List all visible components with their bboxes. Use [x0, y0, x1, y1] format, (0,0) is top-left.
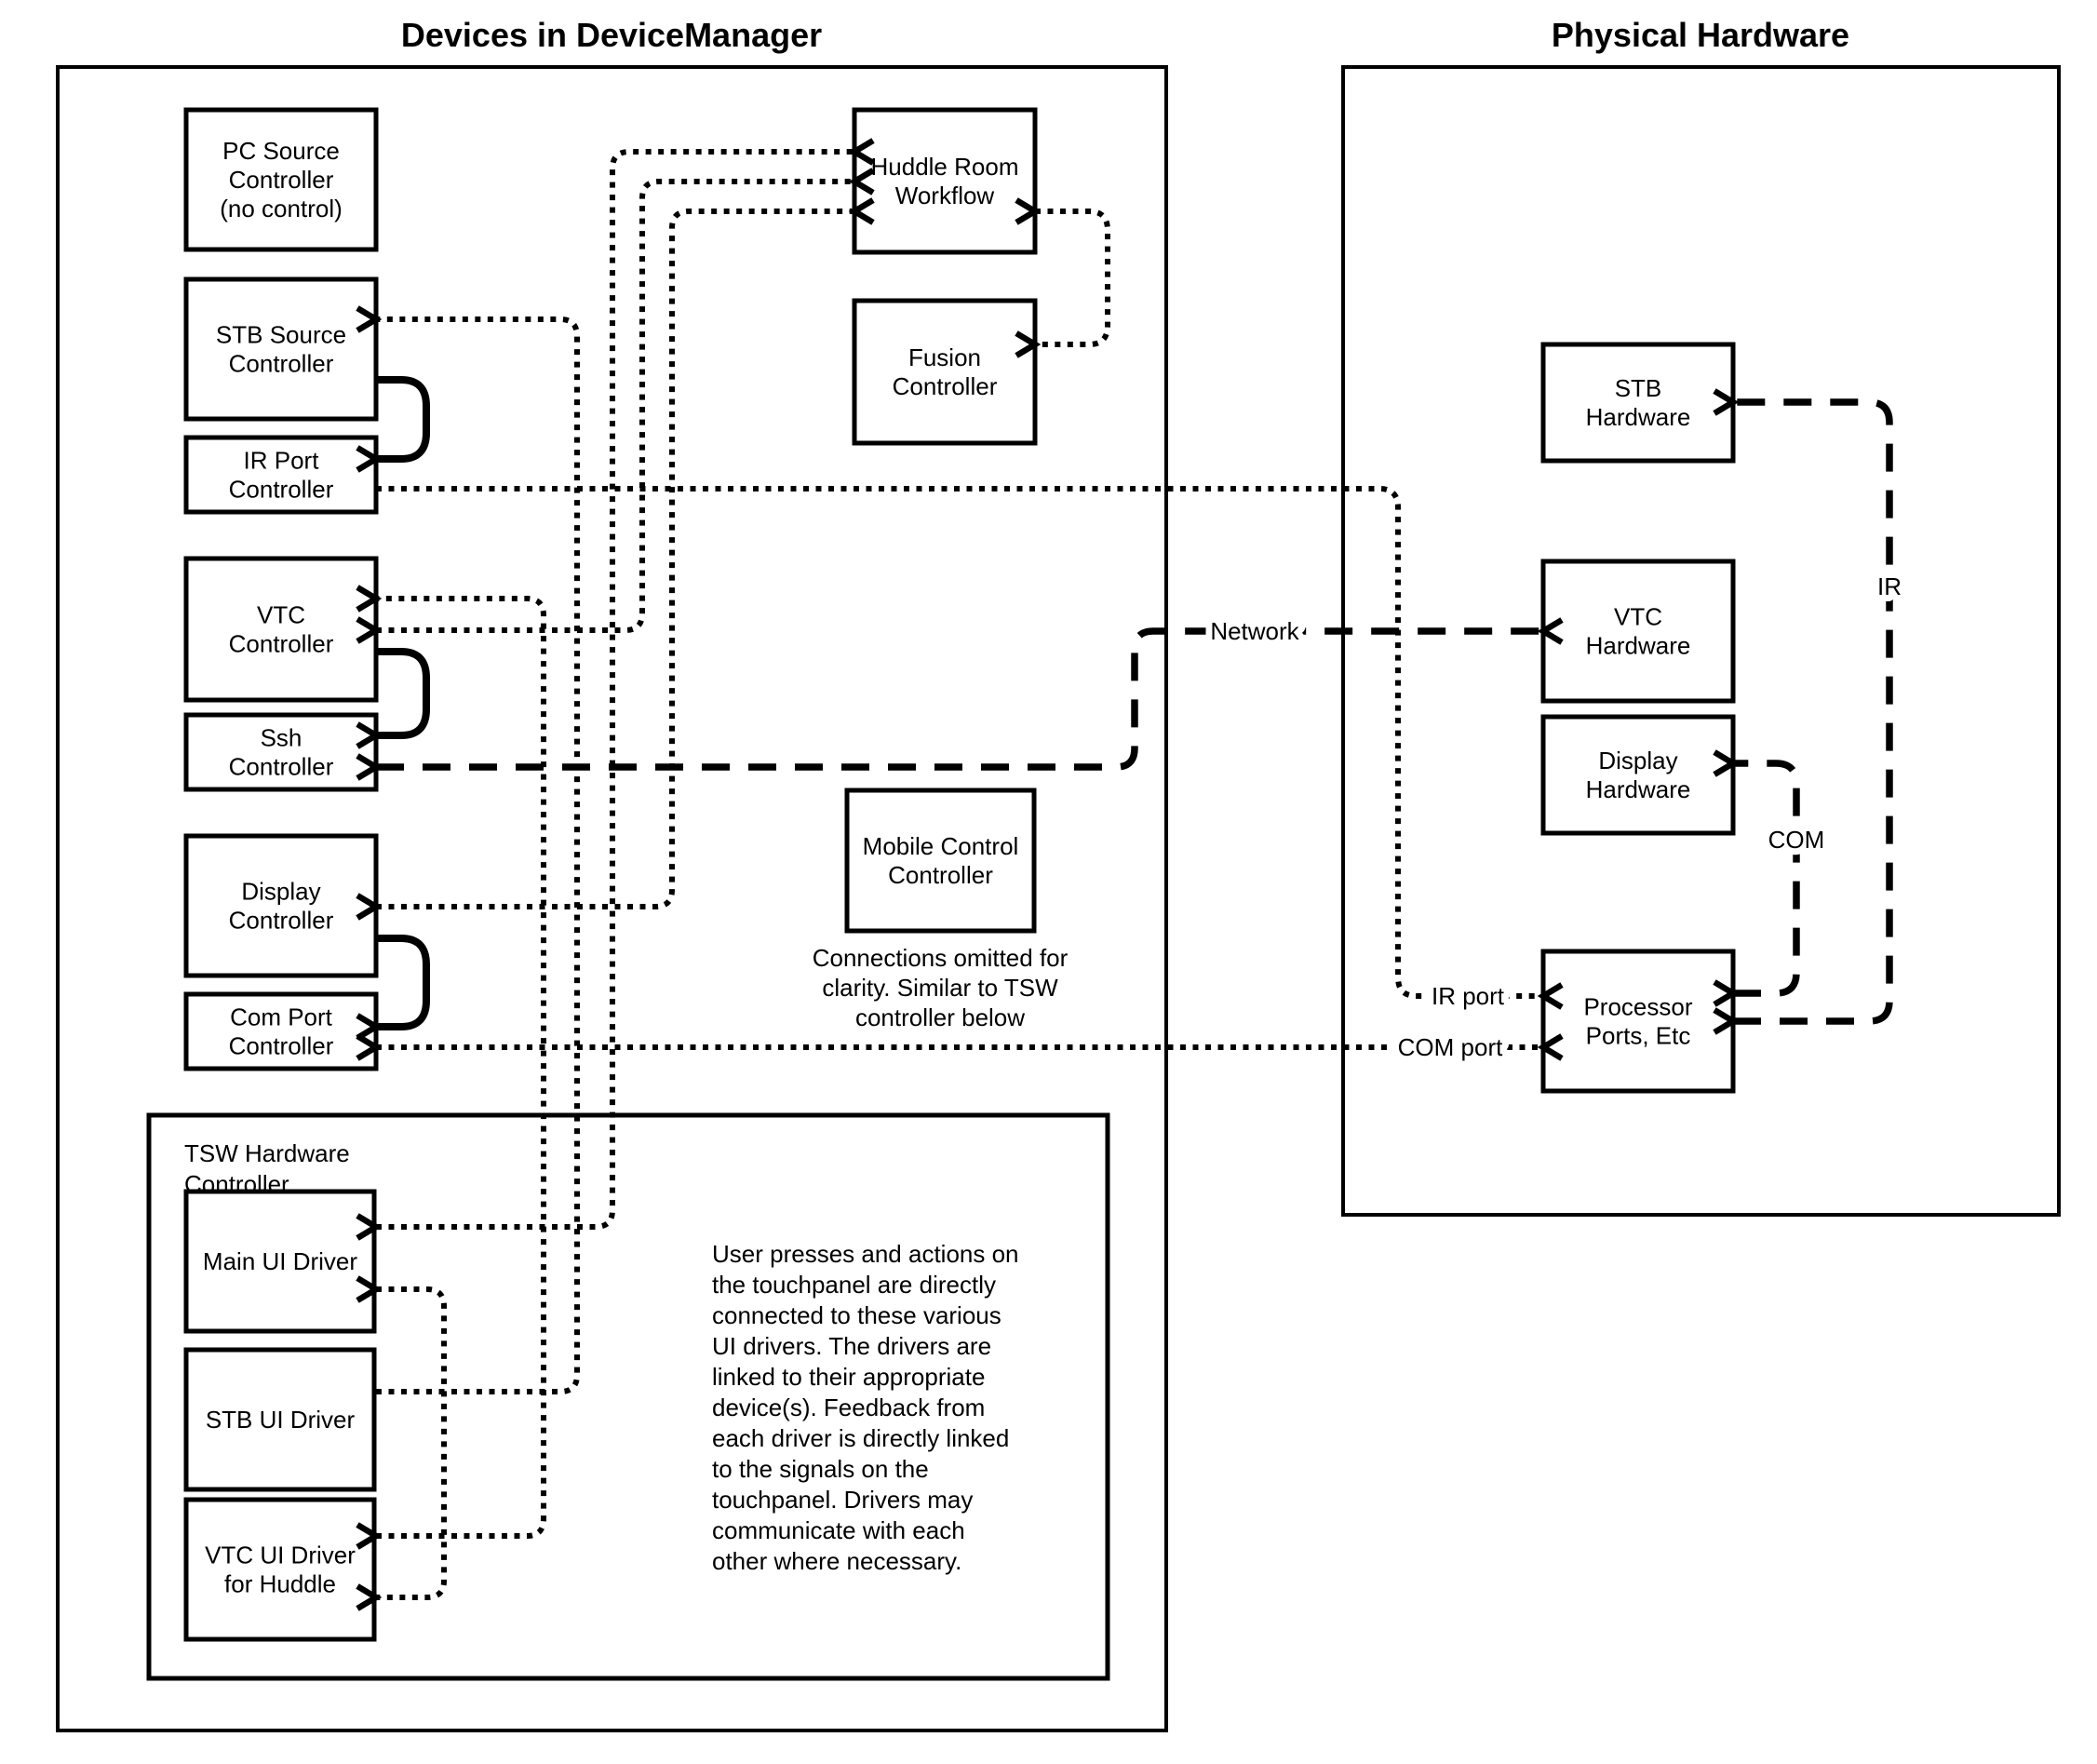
box-label-processor-ports-etc: Processor Ports, Etc [1583, 992, 1693, 1050]
box-label-fusion-controller: Fusion Controller [892, 343, 998, 400]
box-label-display-controller: Display Controller [228, 877, 334, 935]
box-label-ssh-controller: Ssh Controller [228, 723, 334, 781]
title-physical-hardware: Physical Hardware [1551, 16, 1850, 54]
box-label-vtc-ui-driver-for-huddle: VTC UI Driver for Huddle [205, 1541, 356, 1598]
box-label-vtc-hardware: VTC Hardware [1585, 602, 1691, 660]
label-com: COM [1768, 826, 1825, 854]
container-label-tsw-hardware-controller: TSW Hardware Controller [184, 1139, 350, 1198]
box-label-ir-port-controller: IR Port Controller [228, 446, 334, 504]
label-network: Network [1210, 617, 1299, 645]
label-ir: IR [1877, 572, 1902, 600]
box-label-display-hardware: Display Hardware [1585, 747, 1691, 803]
caption-mobile-note: Connections omitted for clarity. Similar to TSW controller below [812, 944, 1069, 1031]
label-ir-port: IR port [1431, 982, 1505, 1010]
label-com-port: COM port [1397, 1033, 1503, 1061]
box-label-stb-ui-driver: STB UI Driver [205, 1406, 356, 1434]
box-label-com-port-controller: Com Port Controller [228, 1003, 334, 1060]
box-label-pc-source-controller: PC Source Controller (no control) [220, 137, 343, 222]
box-label-stb-hardware: STB Hardware [1585, 374, 1691, 431]
box-label-main-ui-driver: Main UI Driver [202, 1247, 358, 1275]
box-label-vtc-controller: VTC Controller [228, 600, 334, 658]
box-label-huddle-room-workflow: Huddle Room Workflow [870, 153, 1019, 209]
box-label-mobile-control-controller: Mobile Control Controller [862, 832, 1019, 889]
box-label-stb-source-controller: STB Source Controller [215, 320, 347, 378]
title-device-manager: Devices in DeviceManager [400, 16, 823, 54]
paragraph-tsw-note: User presses and actions on the touchpanel are directly connected to these various UI drivers. The drivers are linked to their appropriate device(s). Feedback from each driver is directly linked to the signals on the touchpanel. Drivers may communicate with each other where necessary. [712, 1240, 1019, 1575]
